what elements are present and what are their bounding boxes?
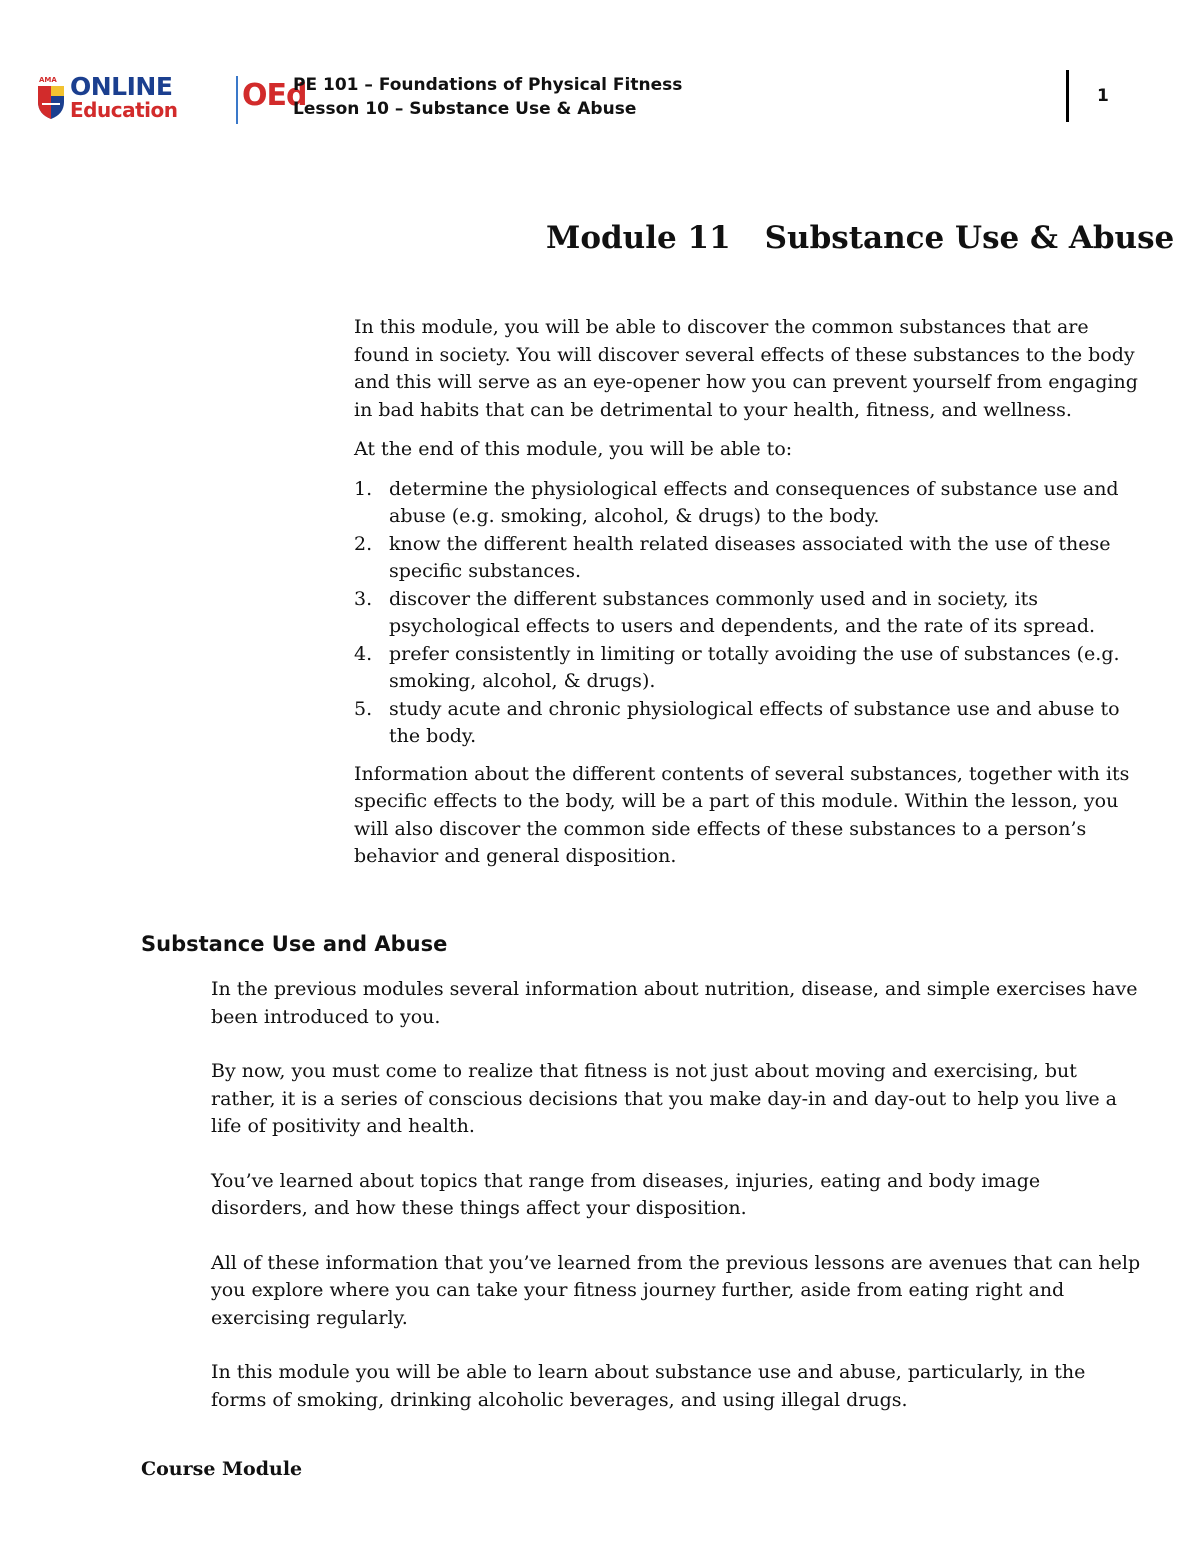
module-title [546,220,1174,256]
objective-text: determine the physiological effects and consequences of substance use and abuse (e.g. smoking, alcohol, & drugs) to the body. [389,477,1119,527]
logo-education-text: Education [70,98,178,122]
objective-text: prefer consistently in limiting or totally avoiding the use of substances (e.g. smoking, alcohol, & drugs). [389,642,1120,692]
objective-item [354,696,1144,751]
objective-number: 1. [354,477,373,500]
course-line: PE 101 – Foundations of Physical Fitness [293,75,683,95]
section-heading: Substance Use and Abuse [141,932,448,956]
page-number: 1 [1097,86,1109,106]
objective-number: 4. [354,642,373,665]
section-paragraph: All of these information that you’ve learned from the previous lessons are avenues that can help you explore where you can take your fitness journey further, aside from eating right and exercising regularly. [211,1251,1141,1329]
section-paragraph: You’ve learned about topics that range from diseases, injuries, eating and body image disorders, and how these things affect your disposition. [211,1169,1041,1219]
objectives-list [354,476,1144,751]
section-paragraph: By now, you must come to realize that fitness is not just about moving and exercising, but rather, it is a series of conscious decisions that you make day-in and day-out to help you live a life of positivity and health. [211,1060,1117,1137]
logo-divider [236,76,238,124]
objective-text: know the different health related diseases associated with the use of these specific substances. [389,532,1111,582]
module-name: Substance Use & Abuse [764,220,1175,256]
objective-number: 5. [354,697,373,720]
objective-item [354,531,1144,586]
intro-paragraph-2: Information about the different contents of several substances, together with its specific effects to the body, will be a part of this module. Within the lesson, you will also discover the common side effects of these substances to a person’s behavior and general disposition. [354,762,1130,867]
objective-item [354,641,1144,696]
lesson-line: Lesson 10 – Substance Use & Abuse [293,99,637,119]
objective-item [354,586,1144,641]
header-rule [1066,70,1069,122]
course-module-heading: Course Module [141,1458,303,1480]
module-number: Module 11 [546,220,731,256]
objective-number: 2. [354,532,373,555]
objectives-lead: At the end of this module, you will be able to: [354,438,793,460]
logo-online-text: ONLINE [70,72,173,101]
online-education-logo [36,70,307,126]
section-paragraph: In this module you will be able to learn about substance use and abuse, particularly, in the forms of smoking, drinking alcoholic beverages, and using illegal drugs. [211,1361,1086,1411]
objective-number: 3. [354,587,373,610]
objective-item [354,476,1144,531]
section-paragraph: In the previous modules several information about nutrition, disease, and simple exercises have been introduced to you. [211,978,1138,1028]
logo-oed-text: OEd [242,78,307,113]
intro-paragraph: In this module, you will be able to discover the common substances that are found in society. You will discover several effects of these substances to the body and this will serve as an eye-opener how you can prevent yourself from engaging in bad habits that can be detrimental to your health, fitness, and wellness. [354,316,1138,421]
objective-text: discover the different substances commonly used and in society, its psychological effects to users and dependents, and the rate of its spread. [389,587,1096,637]
header-course-info [293,73,682,121]
section-body [211,976,1141,1441]
module-intro [354,314,1144,883]
ama-shield-icon [36,74,66,120]
svg-text:AMA: AMA [39,76,57,84]
objective-text: study acute and chronic physiological effects of substance use and abuse to the body. [389,697,1120,747]
